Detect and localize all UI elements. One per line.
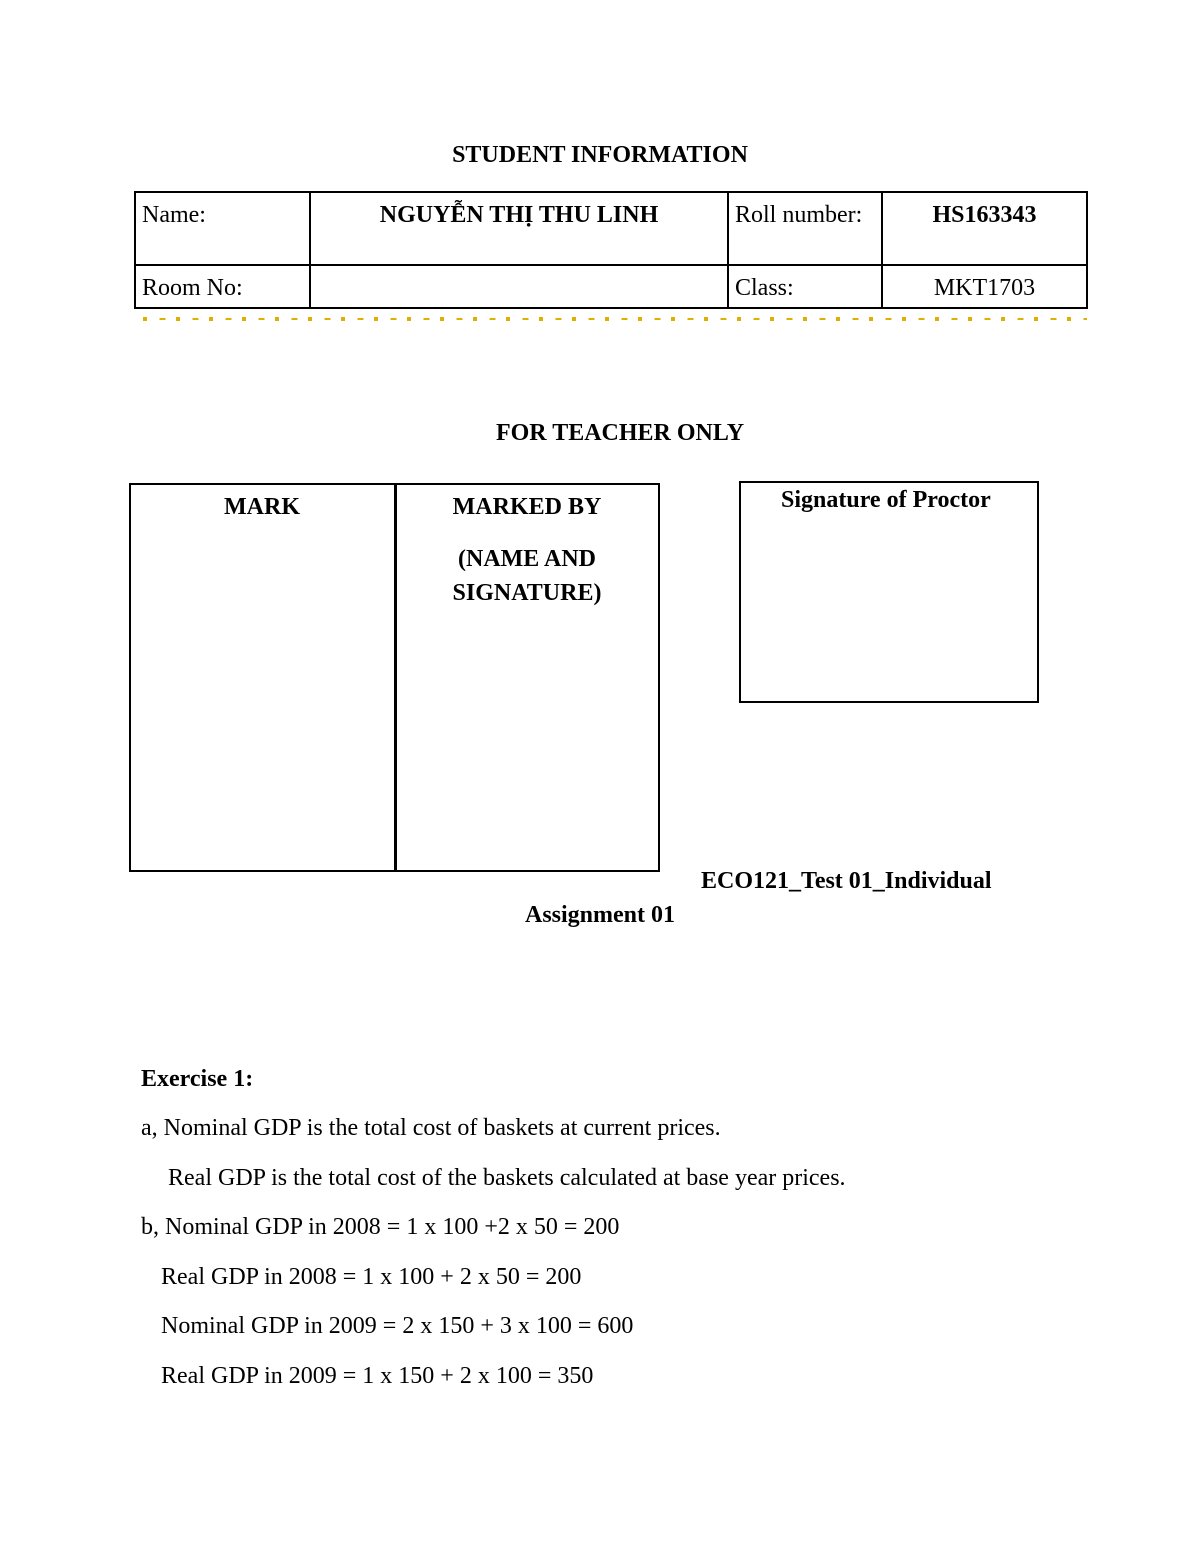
marked-by-subtitle: (NAME AND SIGNATURE) (452, 546, 602, 606)
test-identifier: ECO121_Test 01_Individual (701, 868, 992, 894)
exercise-line: Real GDP in 2009 = 1 x 150 + 2 x 100 = 350 (161, 1363, 594, 1389)
divider-dot (886, 318, 892, 320)
divider-dot (919, 318, 925, 320)
divider-dot (935, 317, 939, 321)
exercise-title: Exercise 1: (141, 1066, 254, 1092)
divider-dot (1051, 318, 1057, 320)
class-label: Class: (728, 265, 882, 308)
divider-dot (589, 318, 595, 320)
divider-dot (803, 317, 807, 321)
name-label: Name: (135, 192, 310, 265)
divider-dot (869, 317, 873, 321)
exercise-line: a, Nominal GDP is the total cost of baskets at current prices. (141, 1115, 721, 1141)
divider-dot (506, 317, 510, 321)
divider-dot (457, 318, 463, 320)
divider-dot (374, 317, 378, 321)
divider-dot (226, 318, 232, 320)
divider-dot (1018, 318, 1024, 320)
marked-by-label: MARKED BY (452, 494, 602, 520)
divider-dot (1084, 318, 1088, 320)
divider-dot (259, 318, 265, 320)
table-row (135, 192, 1087, 265)
roll-number-label: Roll number: (728, 192, 882, 265)
divider-dot (1001, 317, 1005, 321)
exercise-line: Real GDP in 2008 = 1 x 100 + 2 x 50 = 200 (161, 1264, 582, 1290)
dotted-divider (141, 315, 1087, 323)
table-row (135, 265, 1087, 308)
divider-dot (952, 318, 958, 320)
divider-dot (572, 317, 576, 321)
divider-dot (688, 318, 694, 320)
divider-dot (853, 318, 859, 320)
divider-dot (671, 317, 675, 321)
divider-dot (754, 318, 760, 320)
divider-dot (308, 317, 312, 321)
divider-dot (391, 318, 397, 320)
divider-dot (160, 318, 166, 320)
exercise-line: Real GDP is the total cost of the baskets calculated at base year prices. (168, 1165, 846, 1191)
divider-dot (275, 317, 279, 321)
student-info-table (134, 191, 1088, 309)
proctor-signature-box (739, 481, 1039, 703)
divider-dot (539, 317, 543, 321)
mark-label: MARK (224, 494, 300, 520)
proctor-signature-label: Signature of Proctor (781, 487, 991, 513)
exercise-line: Nominal GDP in 2009 = 2 x 150 + 3 x 100 = 600 (161, 1313, 634, 1339)
divider-dot (820, 318, 826, 320)
divider-dot (440, 317, 444, 321)
divider-dot (1034, 317, 1038, 321)
divider-dot (556, 318, 562, 320)
divider-dot (341, 317, 345, 321)
divider-dot (902, 317, 906, 321)
divider-dot (605, 317, 609, 321)
roll-number-value: HS163343 (882, 192, 1087, 265)
divider-dot (737, 317, 741, 321)
divider-dot (292, 318, 298, 320)
teacher-only-title: FOR TEACHER ONLY (495, 420, 745, 446)
divider-dot (407, 317, 411, 321)
assignment-title: Assignment 01 (524, 902, 675, 928)
divider-dot (424, 318, 430, 320)
divider-dot (193, 318, 199, 320)
divider-dot (176, 317, 180, 321)
divider-dot (143, 317, 147, 321)
room-value (310, 265, 728, 308)
exercise-line: b, Nominal GDP in 2008 = 1 x 100 +2 x 50 = 200 (141, 1214, 620, 1240)
divider-dot (985, 318, 991, 320)
class-value: MKT1703 (882, 265, 1087, 308)
divider-dot (490, 318, 496, 320)
divider-dot (836, 317, 840, 321)
divider-dot (242, 317, 246, 321)
divider-dot (787, 318, 793, 320)
name-value: NGUYỄN THỊ THU LINH (310, 192, 728, 265)
divider-dot (209, 317, 213, 321)
divider-dot (770, 317, 774, 321)
divider-dot (638, 317, 642, 321)
divider-dot (721, 318, 727, 320)
divider-dot (622, 318, 628, 320)
divider-dot (1067, 317, 1071, 321)
student-information-title: STUDENT INFORMATION (452, 142, 748, 168)
divider-dot (358, 318, 364, 320)
divider-dot (704, 317, 708, 321)
room-label: Room No: (135, 265, 310, 308)
divider-dot (473, 317, 477, 321)
divider-dot (523, 318, 529, 320)
divider-dot (968, 317, 972, 321)
divider-dot (655, 318, 661, 320)
divider-dot (325, 318, 331, 320)
